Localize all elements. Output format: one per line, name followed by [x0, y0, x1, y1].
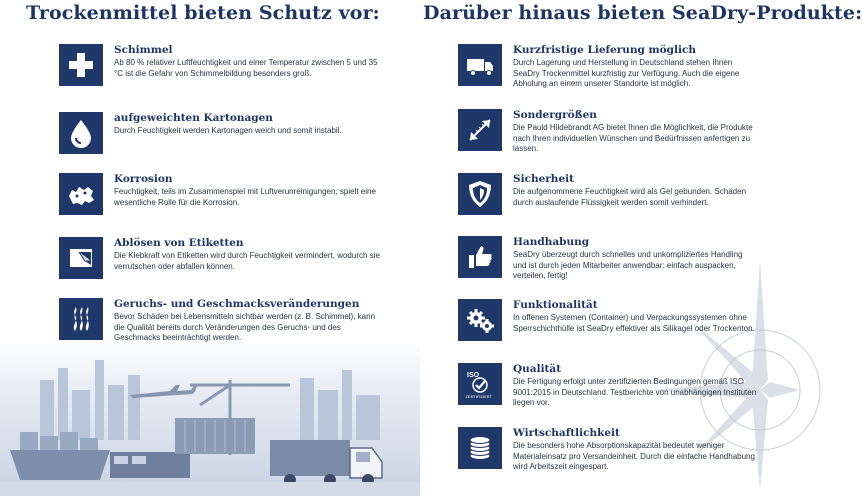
feature-title: Funktionalität — [513, 299, 598, 311]
feature-description: SeaDry überzeugt durch schnelles und unkompliziertes Handling und ist durch jeden Mitarbeiter anwendbar: einfach auspacken, verteilen, fertig! — [513, 250, 743, 281]
right-heading: Darüber hinaus bieten SeaDry-Produkte: — [423, 2, 862, 24]
gears-icon — [458, 299, 502, 341]
iso-badge-caption: ZERTIFIZIERT — [465, 394, 493, 399]
feature-title: Handhabung — [513, 236, 590, 248]
thumbs-up-icon — [458, 236, 502, 278]
resize-arrow-icon — [458, 109, 502, 151]
label-peeling-icon — [59, 237, 103, 279]
feature-title: Korrosion — [114, 173, 173, 185]
iso-certified-icon — [458, 363, 502, 405]
left-heading: Trockenmittel bieten Schutz vor: — [26, 2, 380, 24]
feature-description: Feuchtigkeit, teils im Zusammenspiel mit Luftverunreinigungen, spielt eine wesentliche Rolle für die Korrosion. — [114, 187, 376, 207]
feature-description: Die besonders hohe Absorptionskapazität bedeutet weniger Materialeinsatz pro Versandeinheit. Durch die einfache Handhabung wird Arbeitszeit eingespart. — [513, 441, 755, 472]
feature-description: Die aufgenommene Feuchtigkeit wird als Gel gebunden. Schäden durch auslaufende Flüssigkeit werden somit verhindert. — [513, 187, 747, 207]
feature-description: Durch Lagerung und Herstellung in Deutschland stehen Ihnen SeaDry Trockenmittel kurzfristig zur Verfügung. Auch die eigene Abholung an einem unserer Standorte ist möglich. — [513, 58, 740, 89]
feature-description: Die Klebkraft von Etiketten wird durch Feuchtigkeit vermindert, wodurch sie verrutschen oder abfallen können. — [114, 251, 380, 271]
feature-description: Bevor Schäden bei Lebensmitteln sichtbar werden (z. B. Schimmel), kann die Qualität bereits durch Veränderungen des Geruchs- und des Geschmacks beeinträchtigt werden. — [114, 312, 376, 343]
feature-title: Sicherheit — [513, 173, 574, 185]
feature-title: Sondergrößen — [513, 109, 597, 121]
feature-description: Ab 80 % relativer Luftfeuchtigkeit und einer Temperatur zwischen 5 und 35 °C ist die Gefahr von Schimmelbildung besonders groß. — [114, 58, 378, 78]
coin-stack-icon — [458, 427, 502, 469]
feature-title: Geruchs- und Geschmacksveränderungen — [114, 298, 360, 310]
odor-icon — [59, 298, 103, 340]
logistics-scene-illustration — [0, 340, 420, 496]
feature-description: In offenen Systemen (Container) und Verpackungssystemen ohne Sperrschichthülle ist SeaDry effektiver als Silikagel oder Trockenton. — [513, 313, 755, 333]
feature-title: aufgeweichten Kartonagen — [114, 112, 273, 124]
iso-badge-label: ISO — [467, 372, 480, 379]
feature-title: Schimmel — [114, 44, 173, 56]
corrosion-icon — [59, 173, 103, 215]
delivery-truck-icon — [458, 44, 502, 86]
feature-description: Die Pauld Hildebrandt AG bietet Ihnen die Möglichkeit, die Produkte nach Ihren individuellen Wünschen und Bedürfnissen anfertigen zu lassen. — [513, 123, 753, 154]
water-drop-icon — [59, 112, 103, 154]
feature-description: Die Fertigung erfolgt unter zertifizierten Bedingungen gemäß ISO 9001:2015 in Deutschland. Testberichte von unabhängigen Instituten liegen vor. — [513, 377, 757, 408]
feature-description: Durch Feuchtigkeit werden Kartonagen weich und somit instabil. — [114, 126, 342, 135]
feature-title: Kurzfristige Lieferung möglich — [513, 44, 696, 56]
feature-title: Wirtschaftlichkeit — [513, 427, 620, 439]
shield-icon — [458, 173, 502, 215]
feature-title: Qualität — [513, 363, 562, 375]
medical-cross-icon — [59, 44, 103, 86]
feature-title: Ablösen von Etiketten — [114, 237, 244, 249]
